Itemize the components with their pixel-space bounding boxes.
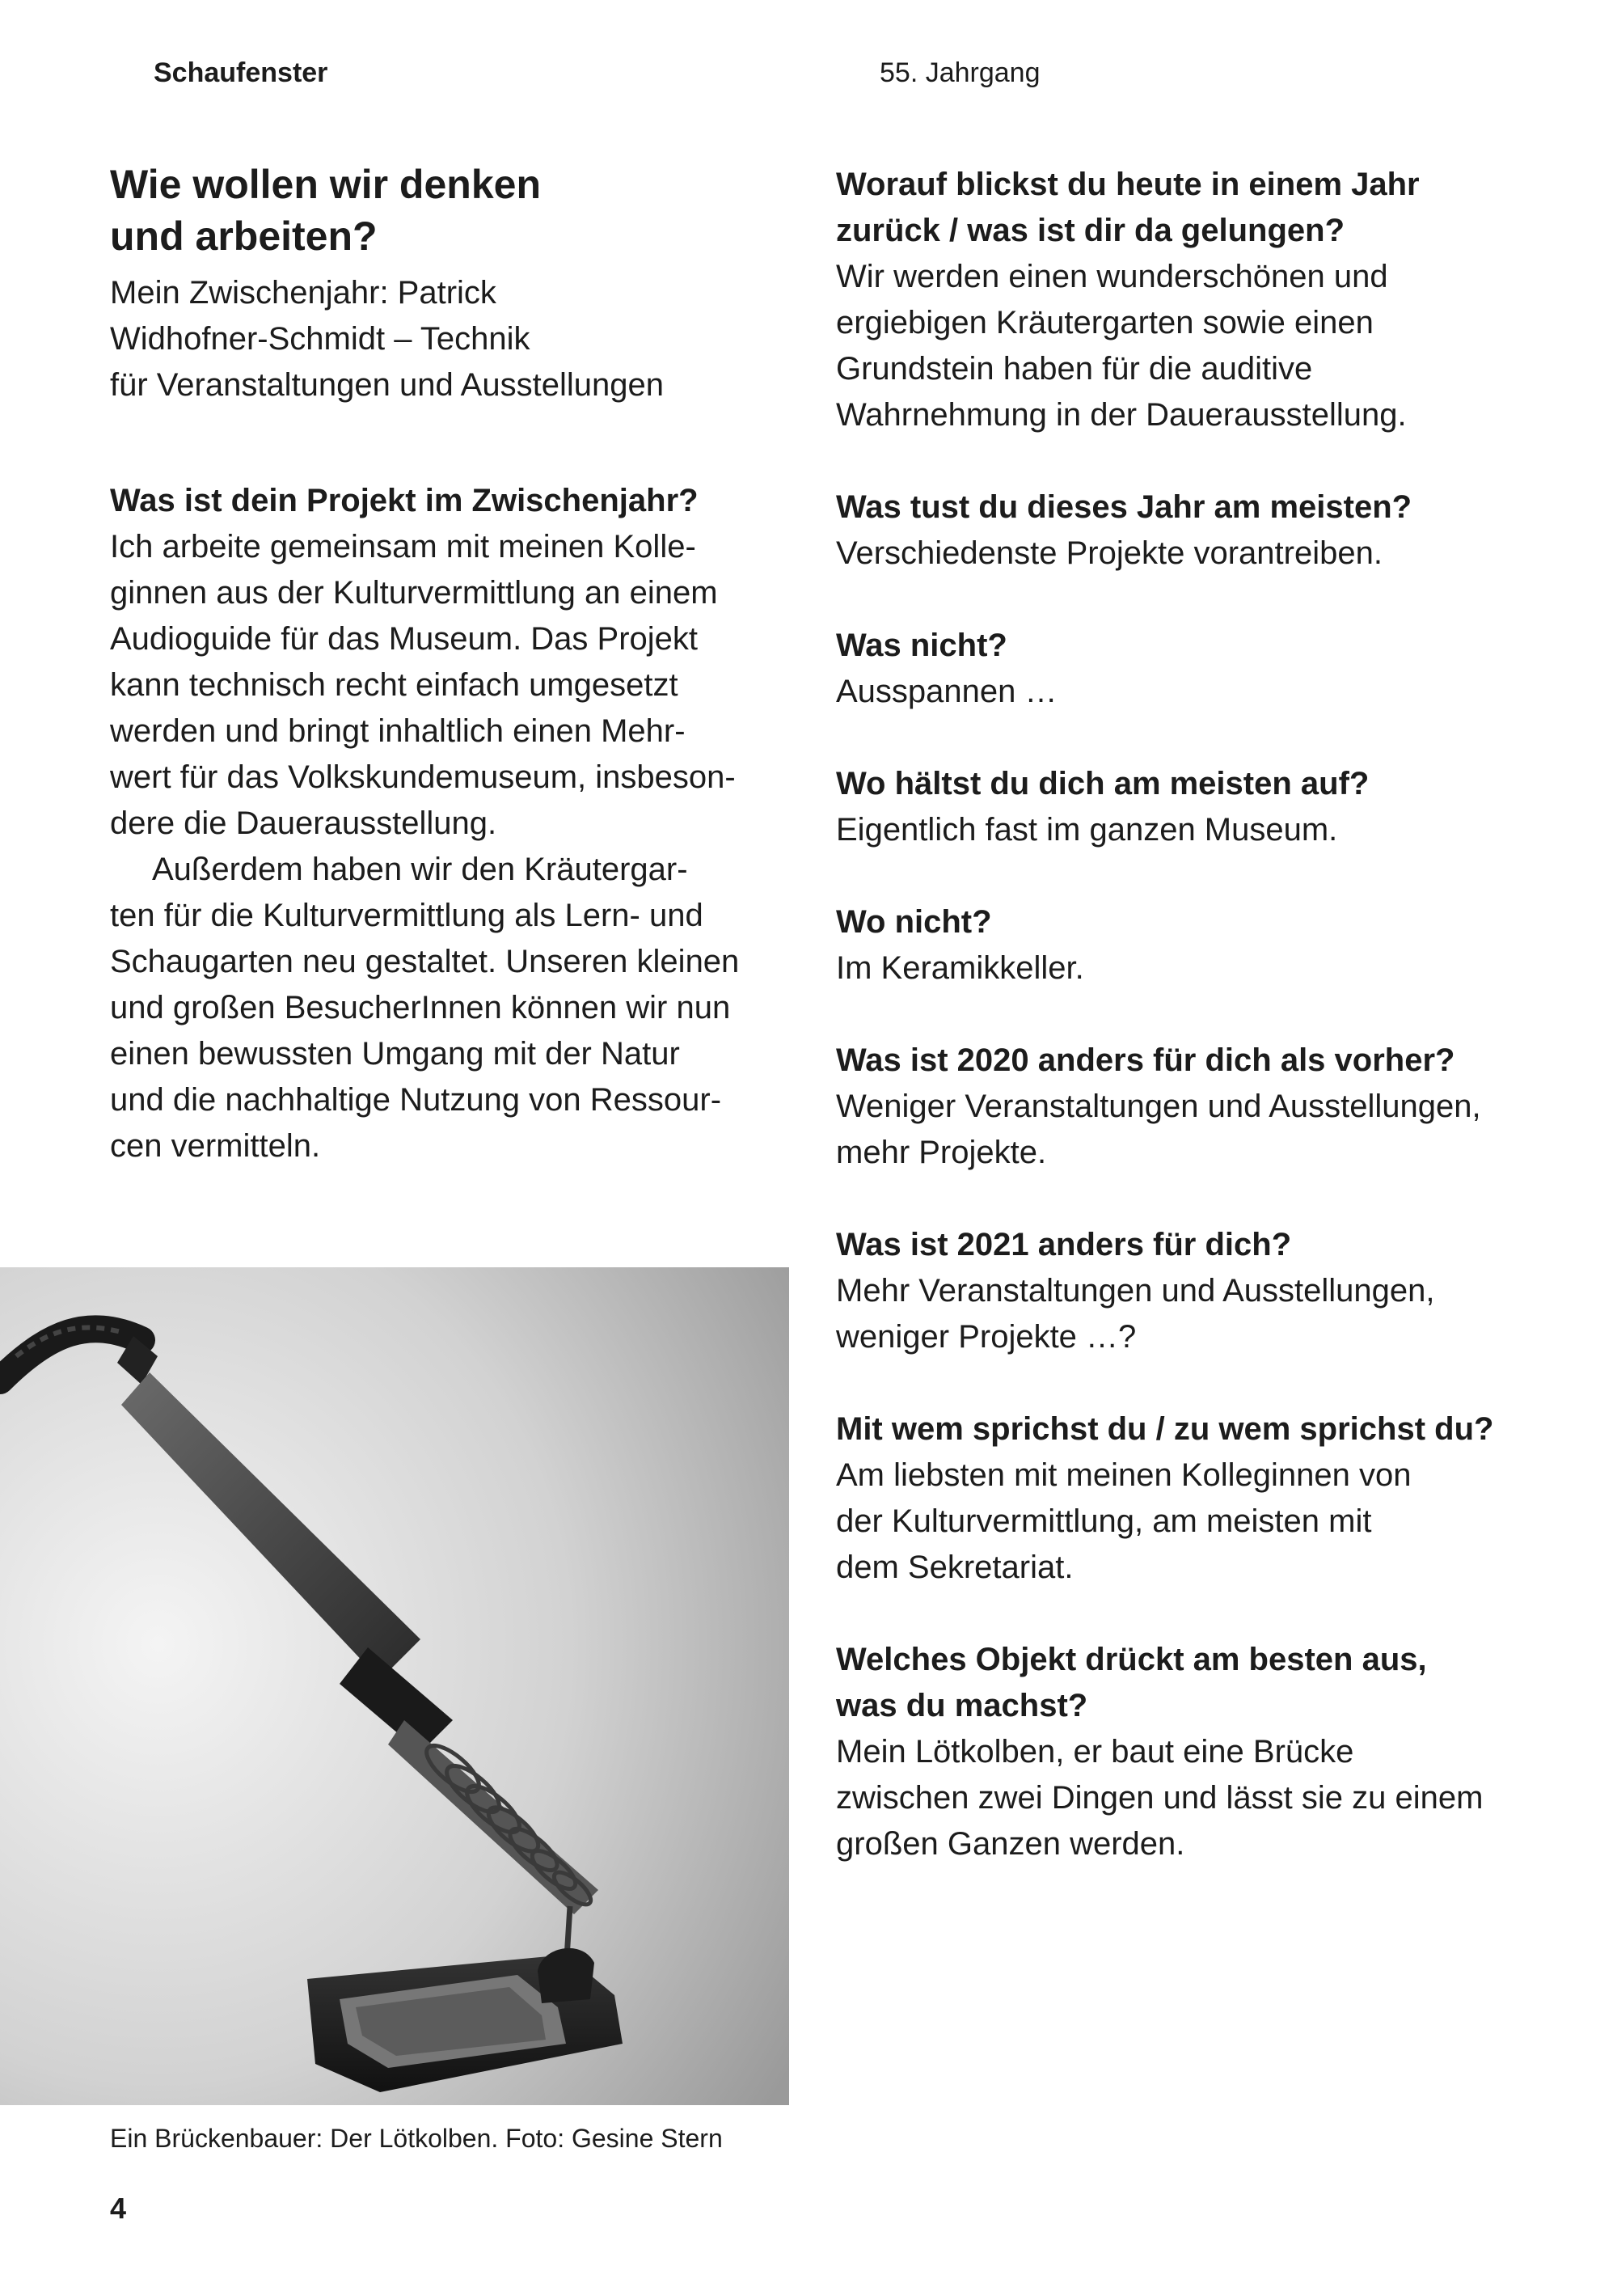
subtitle-line: für Veranstaltungen und Ausstellungen — [110, 367, 664, 403]
answer-line: und großen BesucherInnen können wir nun — [110, 990, 731, 1025]
question-line: zurück / was ist dir da gelungen? — [836, 213, 1345, 248]
soldering-iron-photo — [0, 1267, 789, 2105]
answer-line: Ausspannen … — [836, 674, 1058, 709]
qa-block — [836, 1038, 1564, 1176]
title-line: und arbeiten? — [110, 214, 378, 259]
answer-line: ten für die Kulturvermittlung als Lern- und — [110, 898, 703, 933]
photo-caption: Ein Brückenbauer: Der Lötkolben. Foto: Gesine Stern — [110, 2124, 723, 2153]
article-subtitle — [110, 270, 813, 408]
qa-block — [836, 899, 1564, 992]
question-line: Wo nicht? — [836, 904, 992, 940]
answer-line: der Kulturvermittlung, am meisten mit — [836, 1503, 1372, 1539]
answer-line: Am liebsten mit meinen Kolleginnen von — [836, 1457, 1412, 1493]
answer-line: werden und bringt inhaltlich einen Mehr- — [110, 713, 686, 749]
answer-paragraph — [110, 524, 813, 847]
question-line: Was ist 2020 anders für dich als vorher? — [836, 1042, 1455, 1078]
question-line: Wo hältst du dich am meisten auf? — [836, 766, 1370, 801]
answer-line: zwischen zwei Dingen und lässt sie zu einem — [836, 1780, 1484, 1816]
qa-block — [836, 623, 1564, 715]
question-line: Was ist 2021 anders für dich? — [836, 1227, 1292, 1262]
answer-line: Wir werden einen wunderschönen und — [836, 259, 1388, 294]
question-line: Was tust du dieses Jahr am meisten? — [836, 489, 1412, 525]
answer-line: Mein Lötkolben, er baut eine Brücke — [836, 1734, 1354, 1770]
question: Was ist dein Projekt im Zwischenjahr? — [110, 483, 699, 518]
answer-line: Verschiedenste Projekte vorantreiben. — [836, 535, 1383, 571]
answer-line: einen bewussten Umgang mit der Natur — [110, 1036, 680, 1072]
question-line: was du machst? — [836, 1688, 1088, 1723]
left-column — [110, 159, 813, 1169]
qa-block — [836, 1222, 1564, 1360]
question-line: Welches Objekt drückt am besten aus, — [836, 1642, 1427, 1677]
answer-line: Im Keramikkeller. — [836, 950, 1084, 986]
qa-block — [836, 1406, 1564, 1591]
answer-line: dere die Dauerausstellung. — [110, 806, 497, 841]
answer-line: ginnen aus der Kulturvermittlung an einem — [110, 575, 718, 611]
question-line: Worauf blickst du heute in einem Jahr — [836, 167, 1420, 202]
answer-line: Eigentlich fast im ganzen Museum. — [836, 812, 1338, 848]
answer-line: großen Ganzen werden. — [836, 1826, 1185, 1862]
answer-line: wert für das Volkskundemuseum, insbeson- — [110, 759, 736, 795]
running-header-volume: 55. Jahrgang — [880, 57, 1041, 88]
title-line: Wie wollen wir denken — [110, 162, 541, 207]
answer-line: mehr Projekte. — [836, 1135, 1047, 1170]
answer-line: Audioguide für das Museum. Das Projekt — [110, 621, 699, 657]
question-line: Mit wem sprichst du / zu wem sprichst du? — [836, 1411, 1494, 1447]
answer-line: Weniger Veranstaltungen und Ausstellungen, — [836, 1089, 1481, 1124]
qa-block — [836, 162, 1564, 438]
answer-line: cen vermitteln. — [110, 1128, 321, 1164]
qa-block — [836, 1637, 1564, 1867]
subtitle-line: Mein Zwischenjahr: Patrick — [110, 275, 496, 311]
answer-line: Grundstein haben für die auditive — [836, 351, 1313, 387]
page-number: 4 — [110, 2192, 127, 2225]
qa-block — [110, 478, 813, 1169]
qa-block — [836, 761, 1564, 853]
qa-block — [836, 484, 1564, 577]
answer-line: dem Sekretariat. — [836, 1550, 1074, 1585]
answer-line: Mehr Veranstaltungen und Ausstellungen, — [836, 1273, 1435, 1309]
right-column — [836, 162, 1564, 1913]
article-title — [110, 159, 813, 262]
answer-line: und die nachhaltige Nutzung von Ressour- — [110, 1082, 722, 1118]
running-header-section: Schaufenster — [154, 57, 328, 88]
question-line: Was nicht? — [836, 628, 1007, 663]
subtitle-line: Widhofner-Schmidt – Technik — [110, 321, 530, 357]
answer-line: kann technisch recht einfach umgesetzt — [110, 667, 678, 703]
answer-line: Schaugarten neu gestaltet. Unseren kleinen — [110, 944, 740, 979]
answer-line: ergiebigen Kräutergarten sowie einen — [836, 305, 1374, 340]
answer-line: weniger Projekte …? — [836, 1319, 1137, 1355]
answer-line: Wahrnehmung in der Dauerausstellung. — [836, 397, 1407, 433]
answer-paragraph — [110, 847, 813, 1169]
answer-line: Ich arbeite gemeinsam mit meinen Kolle- — [110, 529, 696, 564]
answer-line: Außerdem haben wir den Kräutergar- — [152, 852, 688, 887]
